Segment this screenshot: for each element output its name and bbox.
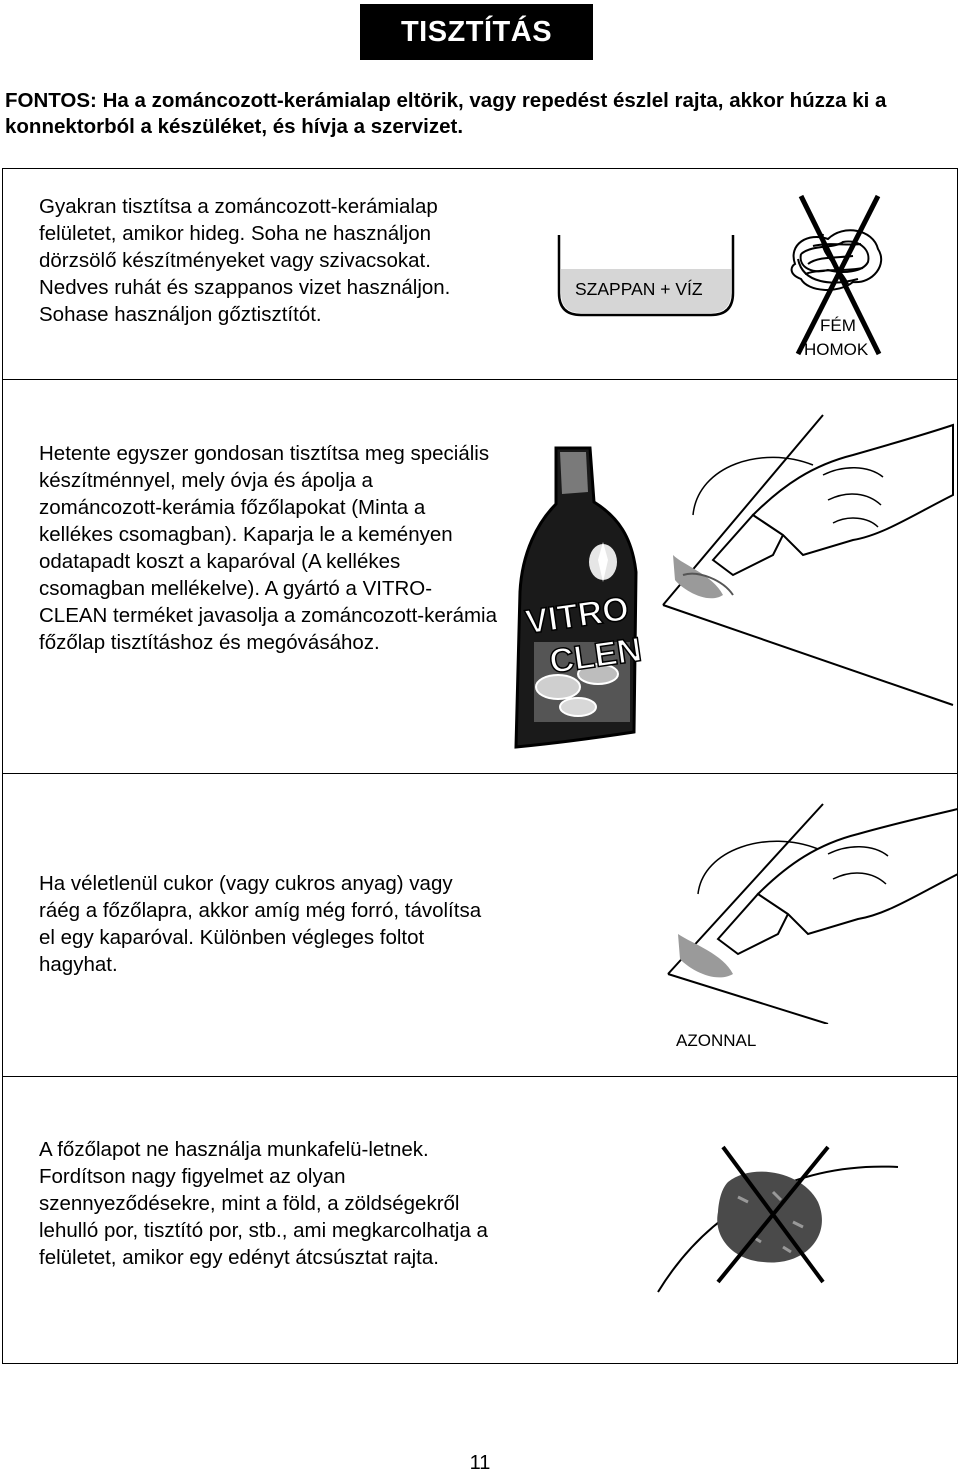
scraper-hand-figure-2 — [658, 794, 958, 1024]
page-number: 11 — [469, 1452, 491, 1474]
vitro-clean-bottle-figure — [508, 442, 648, 752]
section-regular-cleaning — [2, 168, 958, 380]
section-weekly-cleaning — [2, 379, 958, 774]
worksurface-warning-text: A főzőlapot ne használja munkafelü-letnek. Fordítson nagy figyelmet az olyan szennyeződésekre, mint a föld, a zöldségekről lehulló por, tisztító por, stb., ami megkarcolhatja a felületet, amikor egy edényt átcsúsztat rajta. — [39, 1138, 488, 1269]
bottle-brand-bottom: CLEN — [547, 630, 644, 682]
regular-cleaning-text: Gyakran tisztítsa a zománcozott-kerámialap felületet, amikor hideg. Soha ne használjon dörzsölő készítményeket vagy szivacsokat. Nedves ruhát és szappanos vizet használjon. Sohase használjon gőztisztítót. — [39, 195, 451, 326]
scraper-hand-figure — [653, 405, 958, 710]
metal-label: FÉM — [820, 316, 856, 335]
page-title: TISZTÍTÁS — [360, 4, 593, 60]
sugar-warning-text: Ha véletlenül cukor (vagy cukros anyag) vagy ráég a főzőlapra, akkor amíg még forró, távolítsa el egy kaparóval. Különben végleges foltot hagyhat. — [39, 872, 482, 976]
section-worksurface-warning — [2, 1076, 958, 1364]
section-sugar-warning — [2, 773, 958, 1077]
weekly-cleaning-text: Hetente egyszer gondosan tisztítsa meg speciális készítménnyel, mely óvja és ápolja a zománcozott-kerámia főzőlapokat (Minta a kellékes csomagban). Kaparja le a keményen odatapadt koszt a kaparóval (A kellékes csomagban mellékelve). A gyártó a VITRO-CLEAN terméket javasolja a zománcozott-kerámia főzőlap tisztításhoz és megóvásához. — [39, 442, 498, 654]
important-note: FONTOS: Ha a zománcozott-kerámialap eltörik, vagy repedést észlel rajta, akkor húzza ki a konnektorból a készüléket, és hívja a szervizet. — [5, 89, 887, 138]
bottle-brand-top: VITRO — [523, 589, 632, 642]
sand-label: HOMOK — [804, 340, 869, 359]
soap-water-bowl-figure — [551, 231, 741, 321]
immediately-label: AZONNAL — [676, 1031, 757, 1050]
dirt-crossed-figure — [653, 1142, 903, 1332]
steel-wool-crossed-icon — [783, 194, 893, 364]
soap-water-label: SZAPPAN + VÍZ — [575, 279, 703, 299]
